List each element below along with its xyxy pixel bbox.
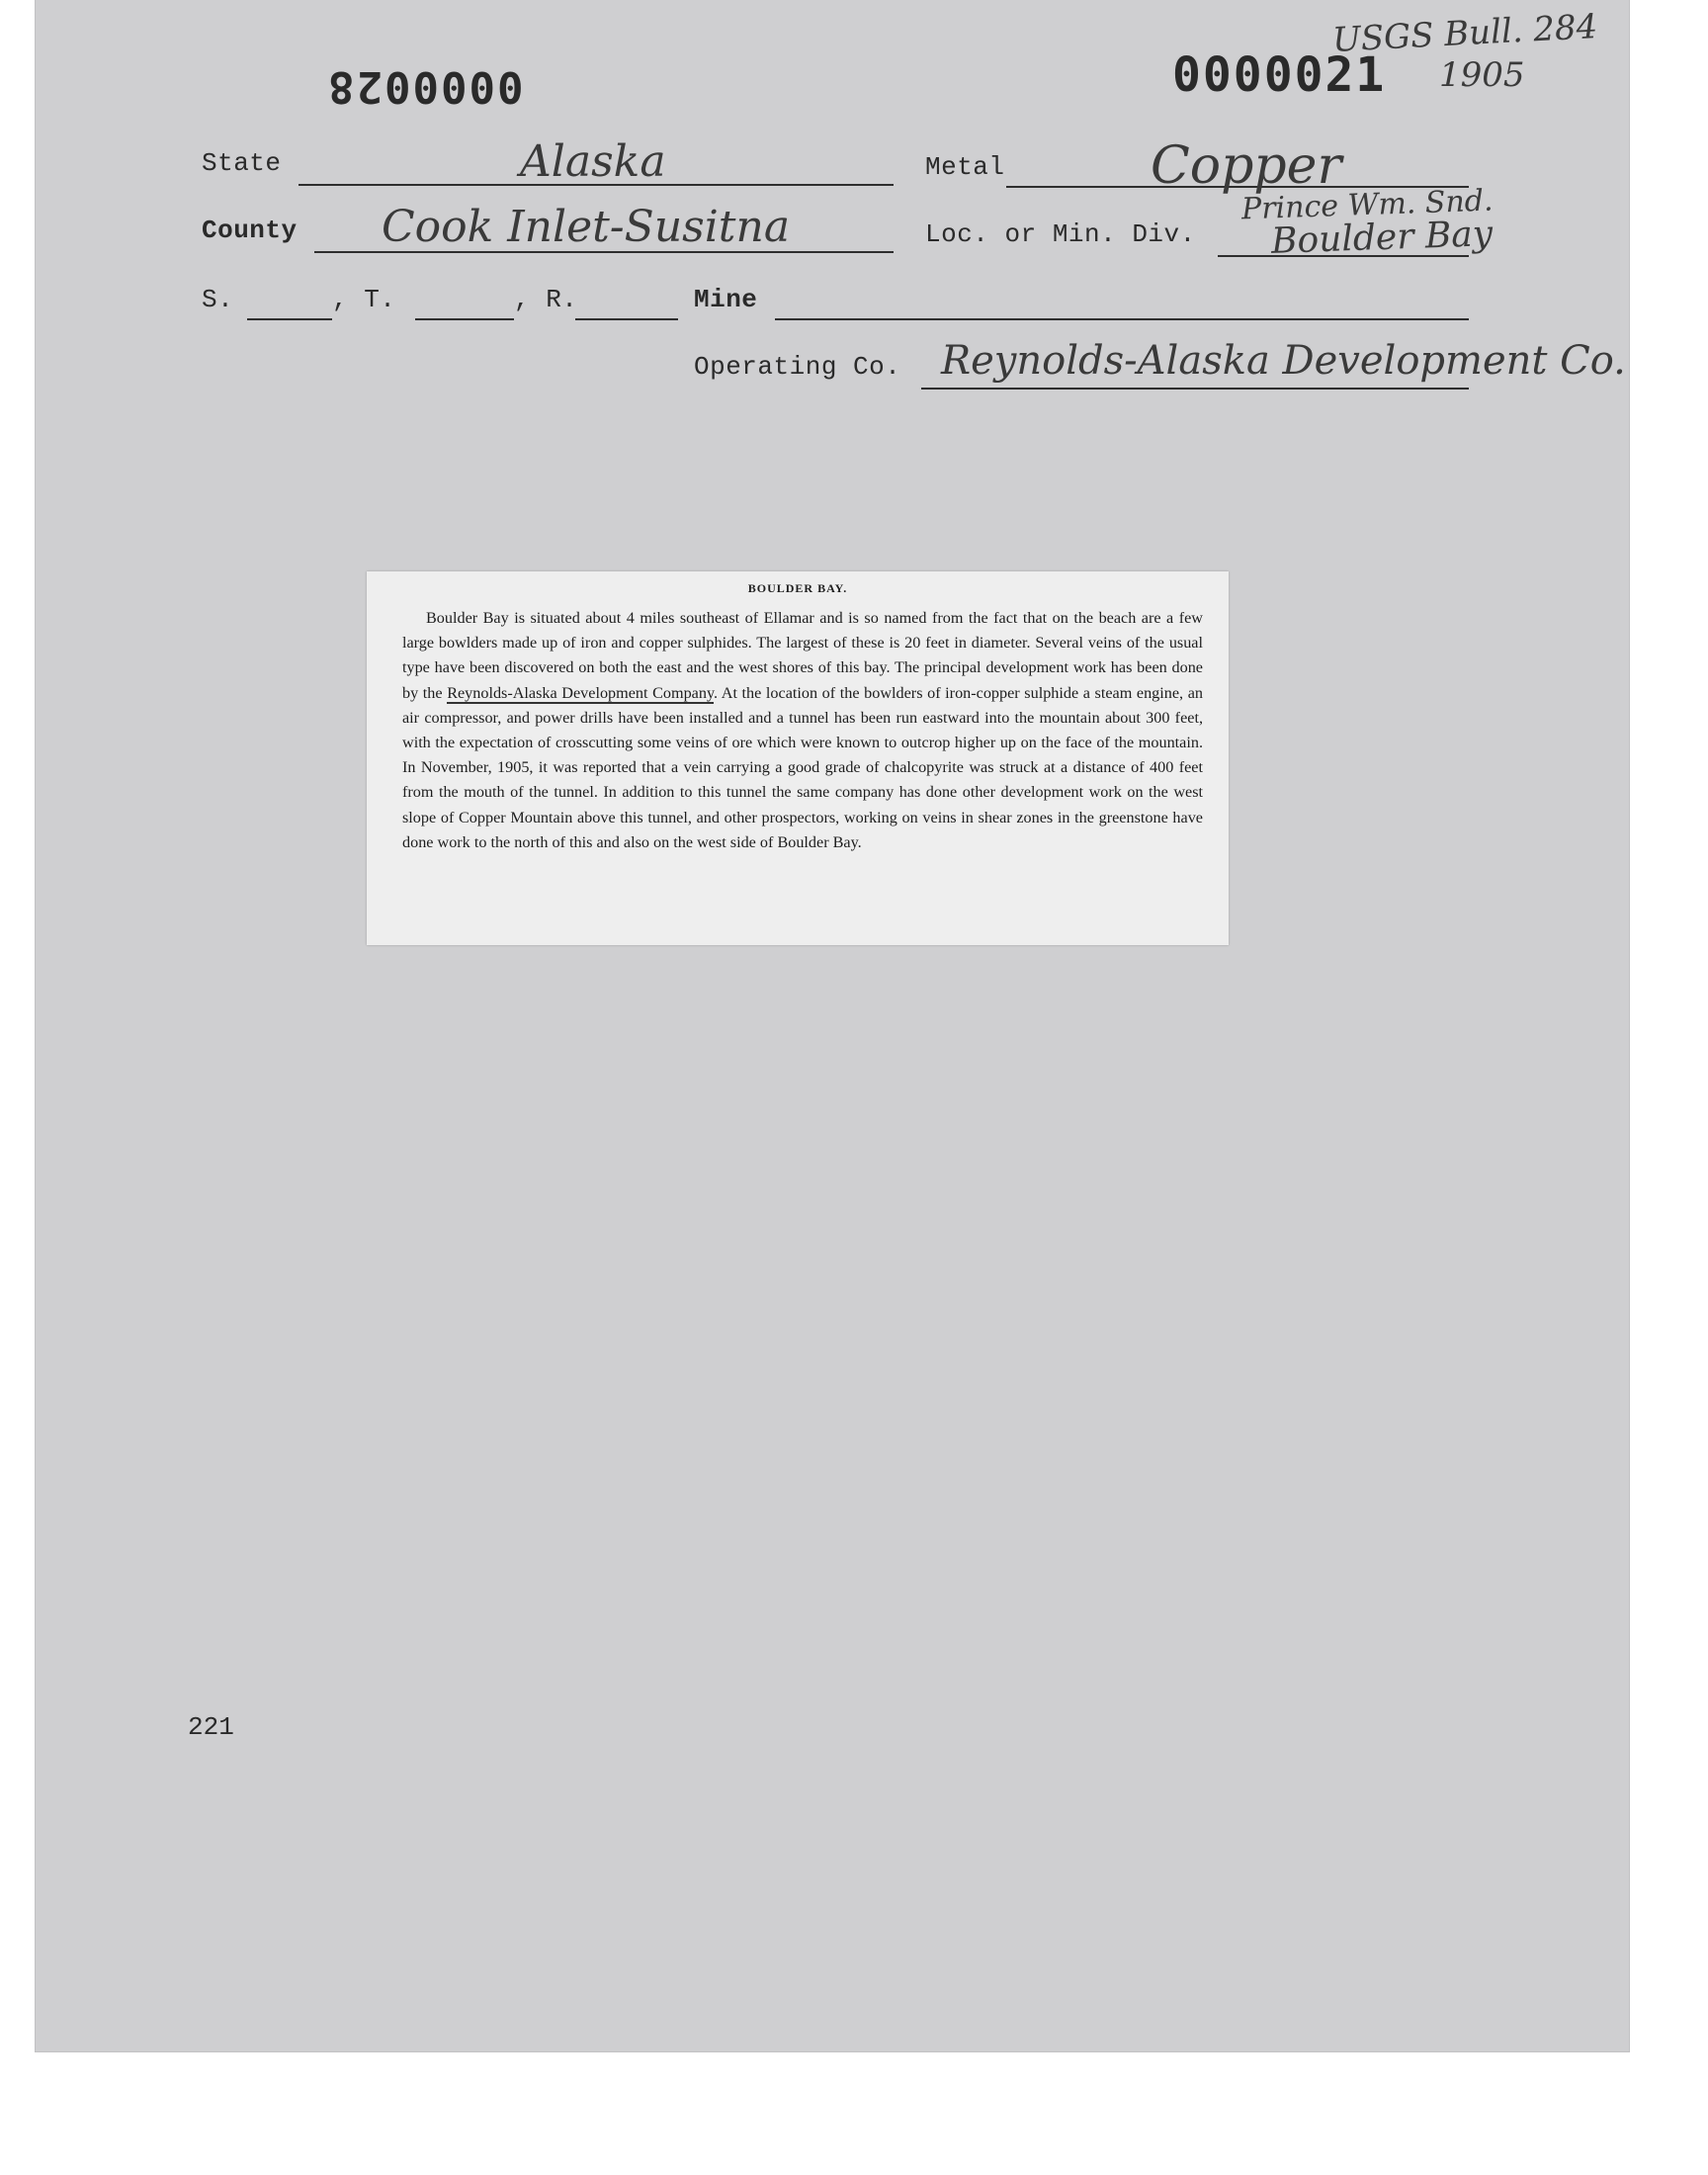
state-value: Alaska bbox=[520, 136, 666, 187]
clipping-text-before: Boulder Bay is situated about 4 miles southeast of Ellamar and is so named from the fact that on the beach are a few large bowlders made up of iron and copper sulphides. The largest of these is 20 feet in diameter. Several veins of the usual type have been discovered on both the east and the west shores of this bay. The principal development work has been done by the bbox=[402, 609, 1203, 702]
source-year: 1905 bbox=[1439, 55, 1525, 95]
range-label: , R. bbox=[514, 285, 578, 314]
township-line bbox=[415, 318, 514, 320]
page-number: 221 bbox=[188, 1712, 234, 1742]
id-stamp: 0000021 bbox=[1172, 47, 1387, 103]
clipping-company-name: Reynolds-Alaska Development Company bbox=[447, 683, 714, 702]
county-label: County bbox=[202, 216, 298, 245]
metal-value: Copper bbox=[1151, 136, 1342, 196]
operating-line bbox=[921, 388, 1469, 390]
loc-label: Loc. or Min. Div. bbox=[925, 219, 1196, 249]
mine-label: Mine bbox=[694, 285, 758, 314]
section-label: S. bbox=[202, 285, 234, 314]
county-value: Cook Inlet-Susitna bbox=[382, 202, 791, 252]
metal-label: Metal bbox=[925, 152, 1005, 182]
loc-value-line1: Prince Wm. Snd. bbox=[1240, 183, 1494, 227]
range-line bbox=[575, 318, 678, 320]
mine-line bbox=[775, 318, 1469, 320]
clipping-paragraph bbox=[402, 606, 1203, 855]
clipping-text-after: . At the location of the bowlders of iron-copper sulphide a steam engine, an air compressor, and power drills have been installed and a tunnel has been run eastward into the mountain about 300 feet, with the expectation of crosscutting some veins of ore which were known to outcrop higher up on the face of the mountain. In November, 1905, it was reported that a vein carrying a good grade of chalcopyrite was struck at a distance of 400 feet from the mouth of the tunnel. In addition to this tunnel the same company has done other development work on the west slope of Copper Mountain above this tunnel, and other prospectors, working on veins in shear zones in the greenstone have done work to the north of this and also on the west side of Boulder Bay. bbox=[402, 683, 1203, 851]
operating-label: Operating Co. bbox=[694, 352, 901, 382]
inverted-id-stamp: 0000028 bbox=[326, 61, 524, 112]
section-line bbox=[247, 318, 332, 320]
source-annotation: USGS Bull. 284 bbox=[1331, 7, 1599, 60]
loc-value-line2: Boulder Bay bbox=[1270, 214, 1494, 262]
operating-value: Reynolds-Alaska Development Co. bbox=[941, 338, 1626, 384]
document-card bbox=[36, 0, 1629, 2051]
text-clipping bbox=[367, 571, 1229, 945]
township-label: , T. bbox=[332, 285, 396, 314]
state-label: State bbox=[202, 148, 282, 178]
clipping-heading: BOULDER BAY. bbox=[747, 581, 848, 595]
